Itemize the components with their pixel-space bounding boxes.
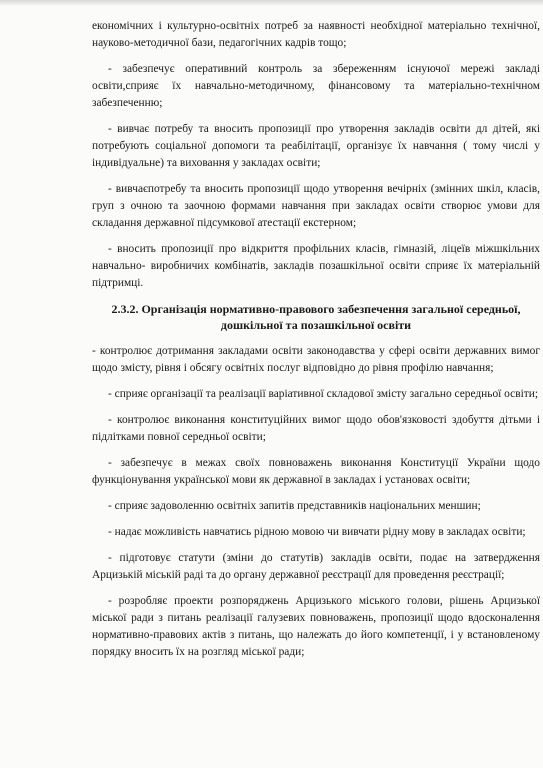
paragraph: - вносить пропозиції про відкриття профільних класів, гімназій, ліцеїв міжшкільних навчально- виробничих комбінатів, закладів позашкільної освіти сприяє їх матеріальній підтримці. — [92, 243, 540, 289]
paragraph: - вивчаєпотребу та вносить пропозиції щодо утворення вечірніх (змінних шкіл, класів, груп з очною та заочною формами навчання при закладах освіти створює умови для складання державної підсумкової атестації екстерном; — [92, 183, 540, 229]
document-body — [92, 18, 540, 670]
paragraph: - розробляє проекти розпоряджень Арцизького міського голови, рішень Арцизької міської ради з питань реалізації галузевих повноважень, пропозиції щодо вдосконалення нормативно-правових актів з питань, що належать до його компетенції, і у встановленому порядку вносить їх на розгляд міської ради; — [92, 595, 540, 658]
paragraph: - контролює виконання конституційних вимог щодо обов'язковості здобуття дітьми і підлітками повної середньої освіти; — [92, 414, 540, 443]
paragraph: - контролює дотримання закладами освіти законодавства у сфері освіти державних вимог щодо змісту, рівня і обсягу освітніх послуг відповідно до рівня профілю навчання; — [92, 345, 540, 374]
section-heading-line: дошкільної та позашкільної освіти — [220, 318, 412, 332]
paragraph: - вивчає потребу та вносить пропозиції про утворення закладів освіти дл дітей, які потребують соціальної допомоги та реабілітації, організує їх навчання ( тому числі у індивідуальне) та виховання у закладах освіти; — [92, 123, 540, 169]
scan-edge — [0, 0, 543, 6]
section-heading — [92, 301, 540, 333]
section-heading-line: 2.3.2. Організація нормативно-правового забезпечення загальної середньої, — [111, 302, 521, 316]
paragraph: - підготовує статути (зміни до статутів) закладів освіти, подає на затвердження Арцизькій міській раді та до органу державної реєстрації для проведення реєстрації; — [92, 552, 540, 581]
paragraph: - надає можливість навчатись рідною мовою чи вивчати рідну мову в закладах освіти; — [108, 526, 526, 538]
paragraph: - сприяє організації та реалізації варіативної складової змісту загально середньої освіти; — [108, 388, 538, 400]
paragraph: економічних і культурно-освітніх потреб за наявності необхідної матеріально технічної, науково-методичної бази, педагогічних кадрів тощо; — [92, 20, 540, 49]
paragraph: - сприяє задоволенню освітніх запитів представників національних меншин; — [108, 500, 481, 512]
paragraph: - забезпечує оперативний контроль за збереженням існуючої мережі закладі освіти,сприяє їх навчально-методичному, фінансовому та матеріально-технічном забезпеченню; — [92, 63, 540, 109]
paragraph: - забезпечує в межах своїх повноважень виконання Конституції України щодо функціонування української мови як державної в закладах і установах освіти; — [92, 457, 540, 486]
